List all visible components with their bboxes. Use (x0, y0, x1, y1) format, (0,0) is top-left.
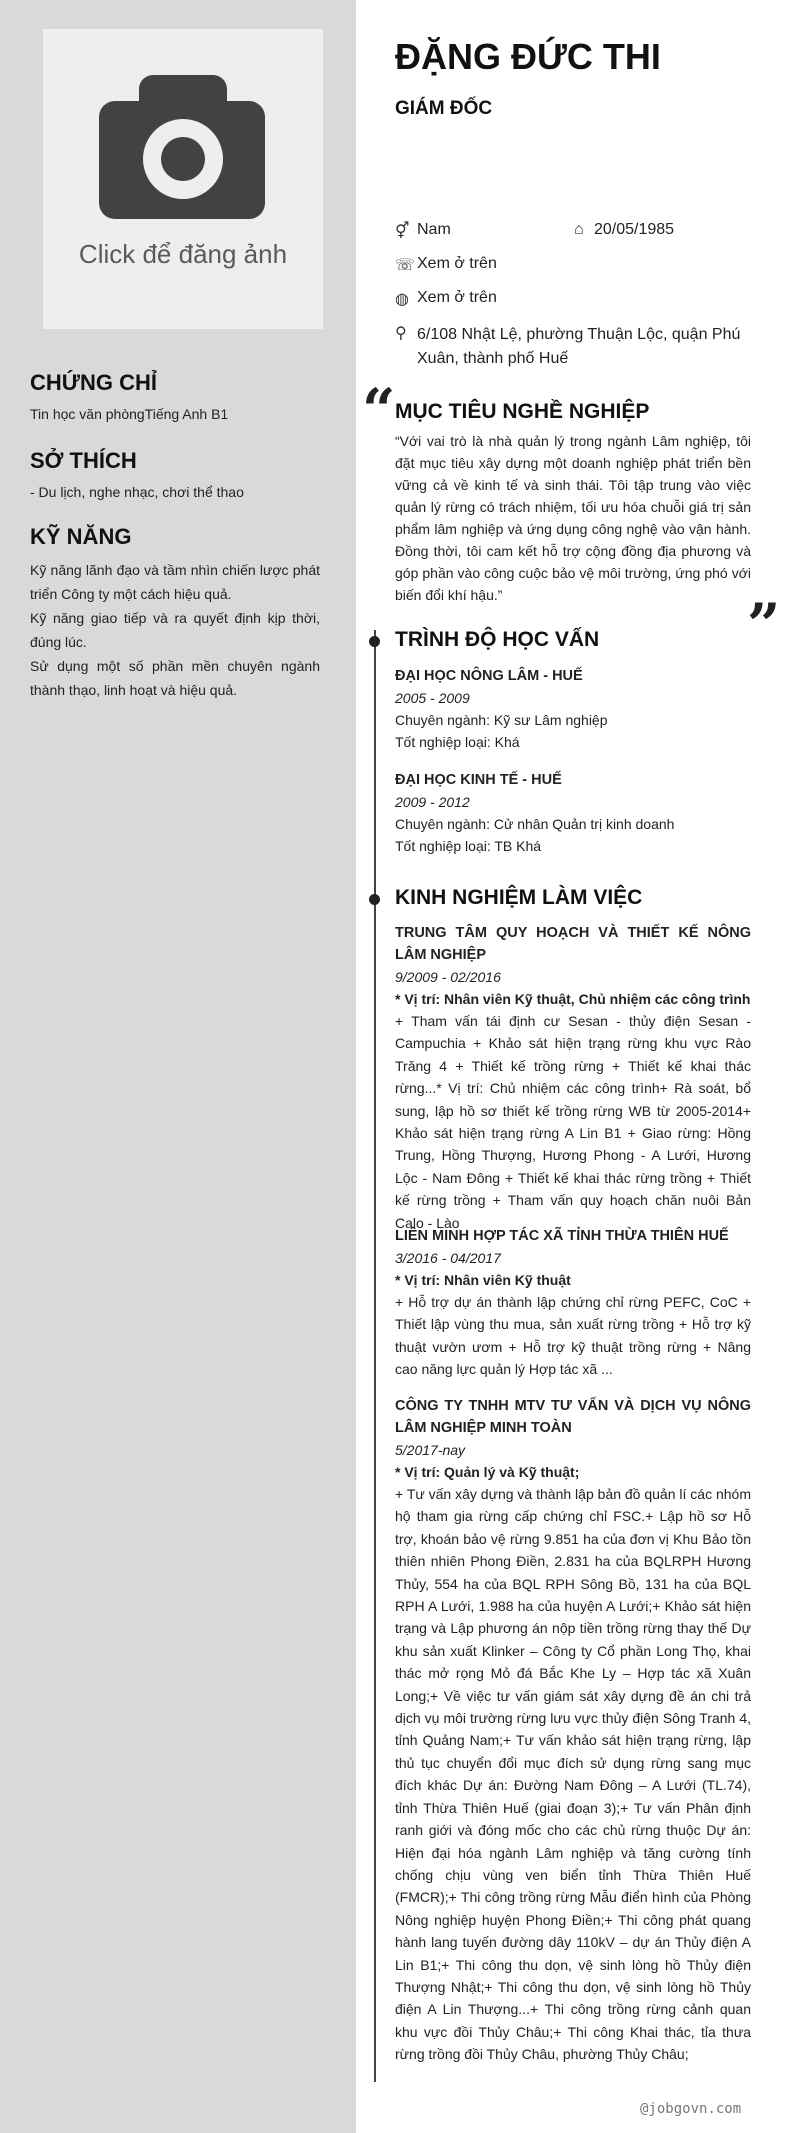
job-title: GIÁM ĐỐC (395, 98, 493, 119)
experience-desc: + Tham vấn tái định cư Sesan - thủy điện Sesan - Campuchia + Khảo sát hiện trạng rừng khu vực Rào Trăng 4 + Thiết kế trồng rừng + Thiết kế khai thác rừng...* Vị trí: Chủ nhiệm các công trình+ Rà soát, bổ sung, lập hồ sơ thiết kế trồng rừng WB từ 2005-2014+ Khảo sát hiện trạng rừng A Lin B1 + Giao rừng: Hồng Trung, Hồng Thượng, Hương Phong - A Lưới, Hương Lộc - Nam Đông + Thiết kế khai thác rừng trồng + Thiết kế rừng trồng + Tham vấn quy hoạch chăn nuôi Bản Calo - Lào (395, 1013, 751, 1231)
skill-item: Sử dụng một số phần mền chuyên ngành thành thạo, linh hoạt và hiệu quả. (30, 658, 320, 698)
education-date: 2009 - 2012 (395, 794, 470, 810)
education-grade: Tốt nghiệp loại: Khá (395, 734, 520, 750)
location-pin-icon: ⚲ (395, 325, 407, 342)
education-item (395, 665, 751, 753)
phone-value: Xem ở trên (417, 255, 497, 272)
skill-item: Kỹ năng giao tiếp và ra quyết định kịp thời, đúng lúc. (30, 610, 320, 650)
gender-value: Nam (417, 221, 451, 238)
address-value: 6/108 Nhật Lệ, phường Thuận Lộc, quận Phú Xuân, thành phố Huế (417, 326, 741, 367)
experience-item (395, 1395, 751, 2066)
hobby-text: - Du lịch, nghe nhạc, chơi thể thao (30, 484, 244, 500)
objective-title: MỤC TIÊU NGHỀ NGHIỆP (395, 400, 650, 423)
experience-item (395, 1225, 751, 1381)
dob-value: 20/05/1985 (594, 221, 675, 238)
education-major: Chuyên ngành: Kỹ sư Lâm nghiệp (395, 712, 608, 728)
cert-title: CHỨNG CHỈ (30, 370, 158, 395)
objective-text: “Với vai trò là nhà quản lý trong ngành Lâm nghiệp, tôi đặt mục tiêu xây dựng một doanh nghiệp phát triển bền vững cả về kinh tế và sinh thái. Tôi tập trung vào việc quản lý rừng có trách nhiệm, tối ưu hóa chuỗi giá trị sản phẩm lâm nghiệp và ứng dụng công nghệ vào vận hành. Đồng thời, tôi cam kết hỗ trợ cộng đồng địa phương và góp phần vào công cuộc bảo vệ môi trường, ứng phó với biến đổi khí hậu.” (395, 433, 751, 603)
education-title: TRÌNH ĐỘ HỌC VẤN (395, 628, 600, 651)
experience-date: 9/2009 - 02/2016 (395, 969, 501, 985)
timeline-dot (369, 894, 380, 905)
experience-item (395, 922, 751, 1234)
experience-title: KINH NGHIỆM LÀM VIỆC (395, 886, 643, 909)
skills-list (30, 558, 320, 702)
globe-icon: ◍ (395, 291, 409, 308)
cert-text: Tin học văn phòngTiếng Anh B1 (30, 406, 229, 422)
quote-close-icon: ” (747, 591, 781, 659)
experience-desc: + Hỗ trợ dự án thành lập chứng chỉ rừng PEFC, CoC + Thiết lập vùng thu mua, sản xuất rừng trồng + Hỗ trợ kỹ thuật vườn ươm + Hỗ trợ kỹ thuật trồng rừng + Nâng cao năng lực quản lý Hợp tác xã ... (395, 1294, 751, 1378)
skills-title: KỸ NĂNG (30, 524, 132, 549)
experience-position: * Vị trí: Nhân viên Kỹ thuật (395, 1272, 571, 1288)
quote-open-icon: “ (362, 376, 396, 444)
experience-position: * Vị trí: Nhân viên Kỹ thuật, Chủ nhiệm các công trình (395, 991, 751, 1007)
company-name: LIÊN MINH HỢP TÁC XÃ TỈNH THỪA THIÊN HUẾ (395, 1228, 729, 1244)
education-date: 2005 - 2009 (395, 690, 470, 706)
education-major: Chuyên ngành: Cử nhân Quản trị kinh doanh (395, 816, 675, 832)
experience-date: 5/2017-nay (395, 1442, 466, 1458)
school-name: ĐẠI HỌC KINH TẾ - HUẾ (395, 772, 562, 788)
candidate-name: ĐẶNG ĐỨC THI (395, 36, 661, 77)
experience-date: 3/2016 - 04/2017 (395, 1250, 501, 1266)
education-grade: Tốt nghiệp loại: TB Khá (395, 838, 542, 854)
website-value: Xem ở trên (417, 289, 497, 306)
company-name: TRUNG TÂM QUY HOẠCH VÀ THIẾT KẾ NÔNG LÂM NGHIỆP (395, 925, 751, 963)
photo-caption: Click để đăng ảnh (78, 239, 288, 269)
photo-upload[interactable] (43, 29, 323, 329)
education-item (395, 769, 751, 857)
cake-icon: ⌂ (574, 221, 584, 238)
company-name: CÔNG TY TNHH MTV TƯ VẤN VÀ DỊCH VỤ NÔNG LÂM NGHIỆP MINH TOÀN (395, 1398, 751, 1436)
hobby-title: SỞ THÍCH (30, 448, 137, 473)
experience-desc: + Tư vấn xây dựng và thành lập bản đồ quản lí các nhóm hộ tham gia rừng cấp chứng chỉ FSC.+ Lập hồ sơ Hỗ trợ, khoán bảo vệ rừng 9.851 ha của đơn vị Khu Bảo tồn thiên nhiên Phong Điền, 2.831 ha của BQLRPH Hương Thủy, 554 ha của BQL RPH Sông Bồ, 131 ha của BQL RPH A Lưới, 1.988 ha của huyện A Lưới;+ Khảo sát hiện trạng và Lập phương án nộp tiền trồng rừng thay thế Dự khu sản xuất Klinker – Công ty Cổ phần Long Thọ, khai thác mở rọng Mỏ đá Bắc Khe Ly – Hợp tác xã Xuân Long;+ Về việc tư vấn giám sát xây dựng đề án chi trả dịch vụ môi trường rừng lưu vực thủy điện Sông Tranh 4, tỉnh Quảng Nam;+ Tư vấn khảo sát hiện trạng rừng, lập thủ tục chuyển đổi mục đích sử dụng rừng sang mục đích khác Dự án: Đường Nam Đông – A Lưới (TL.74), tỉnh Thừa Thiên Huế (giai đoạn 3);+ Tư vấn Phân định ranh giới và đóng mốc cho các chủ rừng thuộc Dự án: Hiện đại hóa ngành Lâm nghiệp và tăng cường tính chống chịu vùng ven biển tỉnh Thừa Thiên Huế (FMCR);+ Thi công trồng rừng Mẫu điển hình của Phòng Nông nghiệp huyện Phong Điền;+ Thi công phát quang hành lang tuyến đường dây 110kV – dự án Thủy điện A Lin B1;+ Thi công thu dọn, vệ sinh lòng hồ Thủy điện Thượng Nhật;+ Thi công thu dọn, vệ sinh lòng hồ Thủy điện A Lin Thượng...+ Thi công trồng rừng cảnh quan khu vực đồi Thủy Châu;+ Thi công Khai thác, tỉa thưa rừng trồng đồi Thủy Châu, phường Thủy Châu; (395, 1486, 751, 2063)
gender-icon: ⚥ (395, 223, 410, 240)
timeline-line (374, 630, 376, 2082)
experience-position: * Vị trí: Quản lý và Kỹ thuật; (395, 1464, 580, 1480)
footer-watermark: @jobgovn.com (640, 2101, 742, 2117)
phone-icon: ☏ (395, 257, 416, 274)
skill-item: Kỹ năng lãnh đạo và tầm nhìn chiến lược phát triển Công ty một cách hiệu quả. (30, 562, 320, 602)
school-name: ĐẠI HỌC NÔNG LÂM - HUẾ (395, 668, 583, 684)
timeline-dot (369, 636, 380, 647)
